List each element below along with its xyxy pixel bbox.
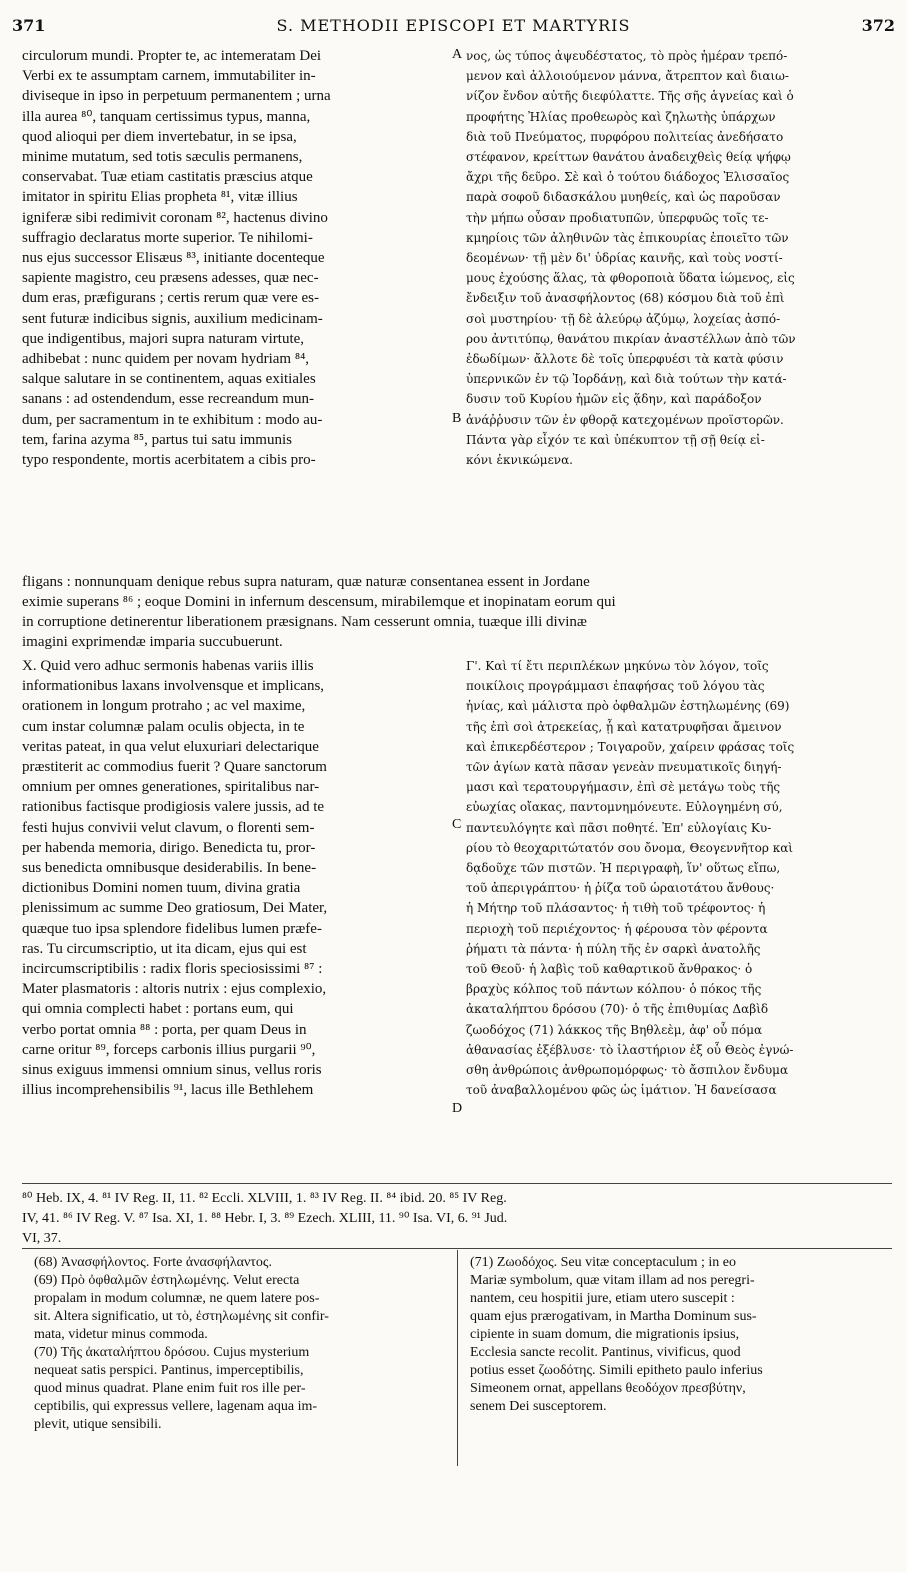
text-line: suffragio declaratus morte superior. Te nihilomi- [22, 229, 313, 246]
section2-latin-column [22, 656, 450, 1100]
text-line: κμηρίοις τῶν ἀληθινῶν τὰς ἐπικουρίας ἐποιεῖτο τῶν [466, 230, 789, 245]
text-line: ἐδωδίμων· ἄλλοτε δὲ τοῖς ὑπερφυέσι τὰ κατὰ φύσιν [466, 352, 784, 367]
text-line: τῆς ἐπὶ σοὶ ἀτρεκείας, ᾗ καὶ κατατρυφῆσαι ἄμεινον [466, 719, 782, 734]
text-line: sit. Altera significatio, ut τὸ, ἐστηλωμένης sit confir- [34, 1309, 329, 1324]
text-line: in corruptione detinerentur liberationem præsignans. Nam cesserunt omnia, tuæque illi divinæ [22, 614, 587, 630]
text-line: νίζον ἔνδον αὐτῆς διεφύλαττε. Τῆς σῆς ἁγνείας καὶ ὁ [466, 89, 794, 104]
text-line: σοὶ μυστηρίου· τῇ δὲ ἀλεύρῳ ἀζύμῳ, λοχείας ἀσπό- [466, 311, 781, 326]
text-line: nequeat satis perspici. Pantinus, imperceptibilis, [34, 1363, 304, 1378]
text-line: imagini exprimendæ imparia succubuerunt. [22, 634, 283, 650]
text-line: ρου ἀντιτύπῳ, θανάτου πικρίαν ἀναστέλλων ἀπὸ τῶν [466, 331, 796, 346]
text-line: εὐωχίας οἴακας, παντομνημόνευτε. Εὐλογημένη σύ, [466, 800, 783, 815]
text-line: ῥήματι τὰ πάντα· ἡ πύλη τῆς ἐν σαρκὶ ἀνατολῆς [466, 941, 761, 956]
text-line: Πάντα γὰρ εἶχόν τε καὶ ὑπέκυπτον τῇ σῇ θείᾳ εἰ- [466, 432, 765, 447]
text-line: ἀνάῤῥυσιν τῶν ἐν φθορᾷ κατεχομένων προϊστορῶν. [466, 412, 784, 427]
text-line: σθη ἀνθρώποις ἀνθρωπομόρφως· τὸ ἄσπιλον ἔνδυμα [466, 1063, 789, 1078]
text-line: ἄχρι τῆς δεῦρο. Σὲ καὶ ὁ τούτου διάδοχος Ἐλισσαῖος [466, 170, 790, 185]
references-divider [22, 1183, 892, 1184]
text-line: (71) Ζωοδόχος. Seu vitæ conceptaculum ; in eo [470, 1255, 736, 1270]
text-line: illa aurea ⁸⁰, tanquam certissimus typus, manna, [22, 108, 311, 125]
text-line: Simeonem ornat, appellans θεοδόχον πρεσβύτην, [470, 1381, 746, 1396]
text-line: στέφανον, κρείττων θανάτου ἀναδειχθεὶς θείᾳ ψήφῳ [466, 150, 791, 165]
text-line: ceptibilis, qui expressus vellere, lagenam aqua im- [34, 1399, 318, 1414]
text-line: ⁸⁰ Heb. IX, 4. ⁸¹ IV Reg. II, 11. ⁸² Eccli. XLVIII, 1. ⁸³ IV Reg. II. ⁸⁴ ibid. 20. ⁸⁵ IV Reg. [22, 1191, 507, 1206]
text-line: quæque tuo ipsa splendore fidelibus lumen præfe- [22, 920, 322, 937]
text-line: senem Dei susceptorem. [470, 1399, 607, 1414]
text-line: imitator in spiritu Elias propheta ⁸¹, vitæ illius [22, 189, 298, 206]
text-line: νος, ὡς τύπος ἀψευδέστατος, τὸ πρὸς ἡμέραν τρεπό- [466, 49, 788, 63]
text-line: ρίου τὸ θεοχαριτώτατόν σου ὄνομα, Θεογεννῆτορ καὶ [466, 840, 793, 855]
text-line: conservabat. Tuæ etiam castitatis præscius atque [22, 169, 313, 186]
text-line: per habenda memoria, dirigo. Benedicta tu, pror- [22, 839, 316, 856]
notes-column-divider [457, 1250, 458, 1466]
text-line: μενον καὶ ἀλλοιούμενον μάννα, ἄτρεπτον καὶ διαιω- [466, 69, 789, 84]
text-line: παντευλόγητε καὶ πᾶσι ποθητέ. Ἐπ' εὐλογίαις Κυ- [466, 820, 772, 835]
notes-left-column [34, 1254, 444, 1434]
text-line: cum instar columnæ palam oculis objecta, in te [22, 718, 305, 735]
text-line: VI, 37. [22, 1231, 62, 1246]
text-line: que indigentibus, majori supra naturam virtute, [22, 330, 305, 347]
text-line: dum eras, præfigurans ; certis rerum quæ vere es- [22, 290, 319, 307]
text-line: quod alioqui per diem invertebatur, in se ipsa, [22, 128, 297, 145]
text-line: dum, per sacramentum in te exhibitum : modo au- [22, 411, 323, 428]
text-line: μασι καὶ τερατουργήμασιν, ἐπὶ σὲ μετάγω τοὺς τῆς [466, 780, 781, 795]
text-line: τοῦ ἀπεριγράπτου· ἡ ῥίζα τοῦ ὡραιοτάτου ἄνθους· [466, 881, 775, 896]
text-line: X. Quid vero adhuc sermonis habenas variis illis [22, 658, 314, 674]
text-line: Mariæ symbolum, quæ vitam illam ad nos peregri- [470, 1273, 755, 1288]
text-line: (68) Ἀνασφήλοντος. Forte ἀνασφήλαντος. [34, 1255, 272, 1270]
text-line: ἡνίας, καὶ μάλιστα πρὸ ὀφθαλμῶν ἐστηλωμένης (69) [466, 699, 790, 714]
text-line: verbo portat omnia ⁸⁸ : porta, per quam Deus in [22, 1021, 307, 1038]
text-line: τῶν ἁγίων κατὰ πᾶσαν γενεὰν πνευματικοῖς διηγή- [466, 760, 782, 775]
margin-letter-a: A [452, 47, 463, 62]
text-line: carne oritur ⁸⁹, forceps carbonis illius purgarii ⁹⁰, [22, 1041, 316, 1058]
text-line: igniferæ sibi redimivit coronam ⁸², hactenus divino [22, 209, 328, 226]
text-line: ras. Tu circumscriptio, ut ita dicam, ejus qui est [22, 940, 307, 957]
page-header [12, 16, 895, 38]
section2-greek-column [466, 656, 896, 1100]
text-line: ποικίλοις προγράμμασι ἐπαφήσας τοῦ λόγου τὰς [466, 679, 765, 694]
margin-letter-d: D [452, 1101, 463, 1116]
text-line: δεομένων· τῇ μὲν δι' ὑδρίας καινῆς, καὶ τοὺς νοστί- [466, 251, 783, 266]
page-number-right: 372 [861, 16, 895, 35]
text-line: rationibus factisque prodigiosis valere jussis, ad te [22, 799, 325, 816]
text-line: τὴν μήπω οὖσαν προδιατυπῶν, ὑπερφυῶς τοῖς τε- [466, 210, 769, 225]
text-line: diviseque in ipso in perpetuum permanentem ; urna [22, 88, 331, 105]
notes-divider [22, 1248, 892, 1249]
text-line: dictionibus Domini nomen tuum, divina gratia [22, 880, 301, 897]
text-line: cipiente in suam domum, die migrationis ipsius, [470, 1327, 740, 1342]
text-line: sanans : ad ostendendum, esse recreandum mun- [22, 391, 314, 408]
page-number-left: 371 [12, 16, 46, 35]
text-line: sent futuræ indicibus signis, auxilium medicinam- [22, 310, 323, 327]
text-line: illius incomprehensibilis ⁹¹, lacus ille Bethlehem [22, 1082, 314, 1099]
text-line: qui omnia complecti habet : portans eum, qui [22, 1001, 294, 1018]
margin-letter-b: B [452, 411, 462, 426]
text-line: incircumscriptibilis : radix floris speciosissimi ⁸⁷ : [22, 961, 323, 978]
text-line: typo respondente, mortis acerbitatem a cibis pro- [22, 452, 316, 469]
text-line: nus ejus successor Elisæus ⁸³, initiante docenteque [22, 250, 325, 267]
text-line: adhibebat : nunc quidem per novam hydriam ⁸⁴, [22, 351, 310, 368]
text-line: δυσιν τοῦ Κυρίου ἡμῶν εἰς ᾅδην, καὶ παράδοξον [466, 392, 762, 407]
text-line: περιοχὴ τοῦ περιέχοντος· ἡ φέρουσα τὸν φέροντα [466, 921, 768, 936]
text-line: ἀθανασίας ἐξέβλυσε· τὸ ἱλαστήριον ἐξ οὗ Θεὸς ἐγνώ- [466, 1042, 794, 1057]
text-line: Ecclesia sancte recolit. Pantinus, vivificus, quod [470, 1345, 741, 1360]
text-line: orationem in longum protraho ; ac vel maxime, [22, 698, 306, 715]
text-line: sinus exiguus immensi omnium sinus, vellus roris [22, 1062, 322, 1079]
text-line: potius esset ζωοδότης. Simili epitheto paulo inferius [470, 1363, 763, 1378]
text-line: festi hujus convivii velut clavum, o florenti sem- [22, 819, 315, 836]
text-line: Mater plasmatoris : altoris nutrix : ejus complexio, [22, 981, 327, 998]
text-line: ζωοδόχος (71) λάκκος τῆς Βηθλεὲμ, ἀφ' οὗ πόμα [466, 1022, 763, 1037]
text-line: δᾳδοῦχε τῶν πιστῶν. Ἡ περιγραφὴ, ἵν' οὕτως εἴπω, [466, 861, 781, 876]
text-line: plevit, utique sensibili. [34, 1417, 162, 1432]
running-title: S. METHODII EPISCOPI ET MARTYRIS [276, 16, 631, 35]
text-line: (69) Πρὸ ὀφθαλμῶν ἐστηλωμένης. Velut erecta [34, 1273, 300, 1288]
text-line: διὰ τοῦ Πνεύματος, πυρφόρου πολιτείας ἀνεδήσατο [466, 129, 784, 144]
section1-latin-column [22, 46, 450, 470]
text-line: τοῦ ἀναβαλλομένου φῶς ὡς ἱμάτιον. Ἡ δανείσασα [466, 1083, 777, 1098]
text-line: salque salutare in se continentem, aquas exitiales [22, 371, 316, 388]
notes-right-column [470, 1254, 890, 1416]
text-line: προφήτης Ἠλίας προθεωρὸς καὶ ζηλωτὴς ὑπάρχων [466, 109, 776, 124]
text-line: circulorum mundi. Propter te, ac intemeratam Dei [22, 48, 322, 64]
text-line: sapiente magistro, ceu præsens adesses, quæ nec- [22, 270, 319, 287]
text-line: sus benedicta omnibusque desiderabilis. In bene- [22, 860, 317, 877]
text-line: IV, 41. ⁸⁶ IV Reg. V. ⁸⁷ Isa. XI, 1. ⁸⁸ Hebr. I, 3. ⁸⁹ Ezech. XLIII, 11. ⁹⁰ Isa. VI, 6. ⁹¹ Jud. [22, 1211, 508, 1226]
text-line: omnium per omnes generationes, spiritalibus nar- [22, 779, 320, 796]
text-line: quam ejus prærogativam, in Martha Dominum sus- [470, 1309, 757, 1324]
scripture-references [22, 1189, 892, 1249]
section1-latin-fullwidth [22, 572, 892, 652]
text-line: Verbi ex te assumptam carnem, immutabiliter in- [22, 68, 316, 85]
text-line: ὑπερνικῶν ἐν τῷ Ἰορδάνῃ, καὶ διὰ τούτων τὴν κατά- [466, 372, 787, 387]
text-line: plenissimum ac summe Deo gratiosum, Dei Mater, [22, 900, 328, 917]
text-line: ἔνδειξιν τοῦ ἀνασφήλοντος (68) κόσμου διὰ τοῦ ἐπὶ [466, 291, 785, 306]
section1-greek-column [466, 46, 896, 470]
text-line: τοῦ Θεοῦ· ἡ λαβὶς τοῦ καθαρτικοῦ ἄνθρακος· ὁ [466, 962, 753, 977]
text-line: κόνι ἐκνικώμενα. [466, 453, 573, 468]
text-line: veritas pateat, in qua velut eluxuriari delectarique [22, 738, 319, 755]
text-line: ἀκαταλήπτου δρόσου (70)· ὁ τῆς ἐπιθυμίας Δαβὶδ [466, 1002, 769, 1017]
text-line: informationibus laxans involvensque et implicans, [22, 678, 325, 695]
text-line: ἡ Μήτηρ τοῦ πλάσαντος· ἡ τιθὴ τοῦ τρέφοντος· ἡ [466, 901, 766, 916]
text-line: quod minus quadrat. Plane enim fuit ros ille per- [34, 1381, 306, 1396]
text-line: καὶ ἐπικερδέστερον ; Τοιγαροῦν, χαίρειν φράσας τοῖς [466, 739, 795, 754]
text-line: (70) Τῆς ἀκαταλήπτου δρόσου. Cujus mysterium [34, 1345, 310, 1360]
text-line: παρὰ σοφοῦ διδασκάλου μυηθείς, καὶ ὡς παροῦσαν [466, 190, 781, 205]
text-line: præstiterit ac commodius fuerit ? Quare sanctorum [22, 759, 327, 776]
text-line: tem, farina azyma ⁸⁵, partus tui satu immunis [22, 431, 292, 448]
margin-letter-c: C [452, 817, 462, 832]
text-line: eximie superans ⁸⁶ ; eoque Domini in infernum descensum, mirabilemque et inopinatam eorum qui [22, 594, 616, 610]
text-line: mata, videtur minus commoda. [34, 1327, 208, 1342]
text-line: minime mutatum, sed totis sæculis permanens, [22, 149, 303, 166]
text-line: Γ'. Καὶ τί ἔτι περιπλέκων μηκύνω τὸν λόγον, τοῖς [466, 659, 769, 673]
text-line: nantem, ceu hospitii jure, etiam utero suscepit : [470, 1291, 735, 1306]
text-line: μους ἐχούσης ἅλας, τὰ φθοροποιὰ ὕδατα ἰώμενος, εἰς [466, 271, 795, 286]
text-line: βραχὺς κόλπος τοῦ πάντων κόλπου· ὁ πόκος τῆς [466, 982, 762, 997]
text-line: fligans : nonnunquam denique rebus supra naturam, quæ naturæ consentanea essent in Jordane [22, 574, 590, 590]
text-line: propalam in modum columnæ, ne quem latere pos- [34, 1291, 320, 1306]
